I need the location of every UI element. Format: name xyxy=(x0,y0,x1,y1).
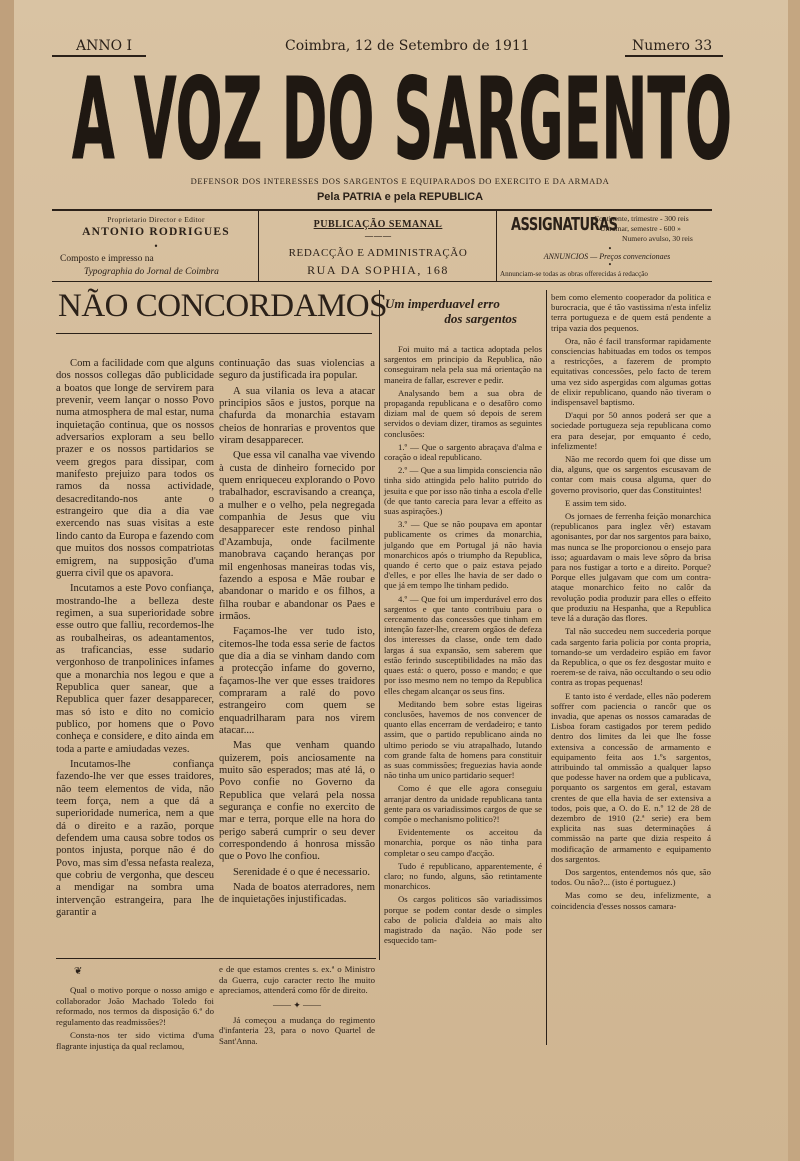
issue-number: Numero 33 xyxy=(632,38,713,54)
ads-label: ANNUNCIOS — Preços convencionaes xyxy=(543,252,671,261)
section-rule xyxy=(56,958,376,959)
paragraph: Que essa vil canalha vae vivendo à custa de dinheiro fornecido por quem enriqueceu explorando o Povo trabalhador, escravisando a creança, a mulher e o velho, pela negregada companhia de Jesus que viu desapparecer este rendoso pinhal d'Azambuja, onde facilmente manobrava caçando heranças por mil engenhosas maneiras todas vis, fazendo a esposa e Mãe roubar e abandonar o marido e os filhos, a filha roubar e abandonar os Paes e irmãos. xyxy=(219,450,375,622)
paragraph: Tudo é republicano, apparentemente, é claro; no fundo, alguns, são retintamente monarchicos. xyxy=(384,860,542,892)
paragraph: Ora, não é facil transformar rapidamente consciencias habituadas em todos os tempos a restricções, a fazerem de prompto equitativas concessões, pelo facto de terem uma vez sido aspergidas com algumas gottas de elixir republicano, quando não tiveram o indispensavel baptismo. xyxy=(551,335,711,408)
office-address: RUA DA SOPHIA, 168 xyxy=(307,263,449,277)
article2-column-2 xyxy=(551,292,711,914)
ornament-dot: • xyxy=(153,242,159,251)
column-rule-1 xyxy=(379,290,380,960)
info-divider-2 xyxy=(496,211,497,281)
paragraph: Incutamos-lhe confiança fazendo-lhe ver que esses traidores, não teem elementos de vida, não teem força, nem a que dá a superioridade numerica, nem a que dá o direito e a razão, porque defendem uma causa sobre todos os pontos injusta, porque não é do Povo, mas sim d'essa nefasta realeza, que cobriu de vergonha, que desceu a mendigar na sombra uma intervenção estrangeira, para lhe garantir a xyxy=(56,759,214,919)
masthead-title: A VOZ DO SARGENTO xyxy=(72,58,732,170)
paragraph: Meditando bem sobre estas ligeiras conclusões, havemos de nos convencer de quanto ellas encerram de verdadeiro; e tanto assim, que o partido republicano ainda no ultimo periodo se viu atrapalhado, lutando com grande falta de homens para constituir as suas commissões; freguezias havia aonde não tinha um unico partidario sequer! xyxy=(384,698,542,781)
ornament-dot-3: • xyxy=(607,261,613,269)
paragraph: bem como elemento cooperador da politica e burocracia, que é tão vastissima n'esta infeliz terra portugueza e de quem está pendente a tripa vazia dos pequenos. xyxy=(551,292,711,333)
paragraph: Evidentemente os acceitou da monarchia, porque os não tinha para completar o seu campo d'acção. xyxy=(384,827,542,858)
info-band-bottom-rule xyxy=(52,281,712,282)
column-rule-2 xyxy=(546,290,547,1045)
note-column-1 xyxy=(56,985,214,1055)
owner-name: ANTONIO RODRIGUES xyxy=(82,226,230,238)
page-edge-right xyxy=(788,0,800,1161)
paragraph: Serenidade é o que é necessario. xyxy=(233,866,371,878)
paragraph: Já começou a mudança do regimento d'infanteria 23, para o novo Quartel de Sant'Anna. xyxy=(219,1014,375,1046)
paragraph: 3.º — Que se não poupava em apontar publicamente os crimes da monarchia, julgando que em Portugal já não havia monarchicos após o triumpho da Republica, quando é certo que o paiz estava pejado d'elles, e por elles lhe havia de ser dado o que já em tempo lhe tinham pedido. xyxy=(384,519,542,591)
paragraph: D'aqui por 50 annos poderá ser que a sociedade portugueza seja republicana como era para desejar, por emquanto é cedo, infelizmente! xyxy=(551,410,711,451)
article1-column-2 xyxy=(219,358,375,910)
owner-role: Proprietario Director e Editor xyxy=(107,215,205,224)
subscriptions-label: ASSIGNATURAS xyxy=(511,215,618,236)
note-column-2 xyxy=(219,964,375,1050)
paragraph: Analysando bem a sua obra de propaganda republicana e o desafôro como diziam mal de quem só depois de serem servidos o deviam dizer, tiramos as seguintes conclusões: xyxy=(384,387,542,439)
article2-title-line-2: dos sargentos xyxy=(444,311,517,326)
paragraph: Incutamos a este Povo confiança, mostrando-lhe a belleza deste regimen, a sua superioridade sobre esse outro que falliu, recordemos-lhe as roubalheiras, os adeantamentos, as traficancias, esse sudario vergonhoso de tranpolinices infames que a monarchia nos legou e que a Republica quer sanear, que a Republica quer fazer desapparecer, mas só isto e dito no comicio publico, por homens que o Povo conheça e considere, e dito ainda em toda a parte e amiudadas vezes. xyxy=(56,583,214,755)
printing-line-2: Typographia do Jornal de Coimbra xyxy=(84,267,219,277)
paragraph: Mas como se deu, infelizmente, a coincidencia d'esses nossos camara- xyxy=(551,890,711,911)
year-label: ANNO I xyxy=(76,38,133,54)
paragraph: Não me recordo quem foi que disse um dia, alguns, que os sargentos escusavam de contar com mais cousa alguma, quer do governo provisorio, quer das Constituintes! xyxy=(551,454,711,495)
rate-line-2: Ultramar, semestre - 600 » xyxy=(600,224,681,233)
paragraph: Dos sargentos, entendemos nós que, são todos. Ou não?... (isto é portuguez.) xyxy=(551,866,711,888)
header-rule-left xyxy=(52,55,146,57)
paragraph: Mas que venham quando quizerem, pois anciosamente na muito são esperados; mas até lá, o Povo confie no Governo da Republica que velará pela nossa segurança e confie no exercito de mar e terra, porque elle na hora do perigo saberá cumprir o seu dever correspondendo á honrosa missão que o Povo lhe confiou. xyxy=(219,740,375,863)
subtitle: DEFENSOR DOS INTERESSES DOS SARGENTOS E EQUIPARADOS DO EXERCITO E DA ARMADA xyxy=(190,176,610,186)
paragraph: Façamos-lhe ver tudo isto, citemos-lhe toda essa serie de factos que dia a dia se vinham dando com a protecção infame do governo, façamos-lhe ver que esses traidores compraram a ralé do povo estrangeiro com quem se enquadrilharam para nos virem atacar.... xyxy=(219,626,375,736)
paragraph: Consta-nos ter sido victima d'uma flagrante injustiça da qual reclamou, xyxy=(56,1030,214,1051)
paragraph: Tal não succedeu nem succederia porque cada sargento faria policia por conta propria, tornando-se um verdadeiro espião em favor da Republica, o que os fez desgostar muito e roerem-se de raiva, não occultando o seu odio contra as tropas pequenas! xyxy=(551,626,711,688)
dateline: Coimbra, 12 de Setembro de 1911 xyxy=(285,38,530,54)
paragraph: Os jornaes de ferrenha feição monarchica (republicanos para inglez vêr) estavam agonisantes, por dar nos sargentos para baixo, mas nunca se lhe proporcionou o ensejo para isso; aguardavam o mais leve sôpro da brisa para nos fustigar a torto e a direito. Porque? Porque elles julgavam que com um contra-ataque monarchico feito no calôr da revolução podia produzir para elles o effeito que produziu na Hespanha, que a Republica teve lá a duração das flores. xyxy=(551,511,711,624)
office-label: REDACÇÃO E ADMINISTRAÇÃO xyxy=(288,247,468,259)
paragraph: Como é que elle agora conseguiu arranjar dentro da unidade republicana tanta gente para os variadissimos cargos de que se compõe o mechanismo politico?! xyxy=(384,783,542,824)
rate-line-3: Numero avulso, 30 reis xyxy=(622,234,693,243)
paragraph: e de que estamos crentes s. ex.ª o Ministro da Guerra, cujo caracter recto lhe muito apreciamos, attenderá como fôr de direito. xyxy=(219,964,375,996)
paragraph: Com a facilidade com que alguns dos nossos collegas dão publicidade a boatos que longe de servirem para prevenir, veem lançar o nosso Povo numa atmosphera de mal estar, numa inquietação continua, que os nossos adversarios exploram a seu bello prazer e os nossos partidarios se veem gregos para dissipar, com manifesto prejuizo para todos os ramos da nossa actividade, desacreditando-nos ante o estrangeiro que dia a dia vae exercendo nas suas visitas a este lindo canto da Europa e fazendo com que muitos dos nossos compatriotas emigrem, na supposição d'uma guerra civil que os apavora. xyxy=(56,358,214,579)
paragraph: E tanto isto é verdade, elles não poderem soffrer com paciencia o rancôr que os invadia, que apenas os nossos camaradas de Lisboa foram castigados por terem pedido dentro dos limites da lei que lhe fosse extensiva a concessão de armamento e equipamento feita aos 1.ºs sargentos, attribuindo tal ommissão a qualquer lapso que podesse haver na ordem que a publicava, porquanto os sargentos em geral, estavam crentes de que ella havia de ser extensiva a todos, pois que, a O. do E. n.º 12 de 28 de dezembro de 1910 (2.ª serie) era bem explicita nas suas determinações á commissão na parte que dizia respeito á modificação de armamento e equipamento dos sargentos. xyxy=(551,690,711,864)
paragraph: Foi muito má a tactica adoptada pelos sargentos em principio da Republica, não conseguiram nela pela sua má orientação na maneira de fallar, escrever e pedir. xyxy=(384,344,542,385)
paragraph: E assim tem sido. xyxy=(565,497,627,508)
paragraph: Qual o motivo porque o nosso amigo e collaborador João Machado Toledo foi reformado, nos termos da disposição 6.ª do regulamento das readmissões?! xyxy=(56,985,214,1027)
ornament-left: ❦ xyxy=(74,966,83,977)
paragraph: 2.º — Que a sua limpida consciencia não tinha sido attingida pelo halito putrido do jesuita e que por isso não tinha a escola d'elle (de que tanto carecia para levar a effeito as suas aspirações.) xyxy=(384,465,542,517)
printing-line-1: Composto e impresso na xyxy=(60,254,154,264)
headline-nao-concordamos: NÃO CONCORDAMOS xyxy=(58,288,387,324)
paragraph: 4.º — Que foi um imperdurável erro dos sargentos e que tanto contribuiu para o cerceamento das concessões que tinham em intenção fazer-lhe, crearem orgãos de defeza dos interesses da classe, onde tem dado largas á sua expansão, sem saberem que estão ferindo susceptibilidades na mão das quaes está: o quero, posso e mando; e que por isso mesmo nem no tempo da Republica elles chegam alcançar os seus fins. xyxy=(384,593,542,696)
publication-frequency: PUBLICAÇÃO SEMANAL xyxy=(313,219,443,230)
header-rule-right xyxy=(625,55,723,57)
rate-line-1: Continente, trimestre - 300 reis xyxy=(594,214,689,223)
ornament-line: ——— xyxy=(364,232,392,242)
ornament-divider: —— ✦ —— xyxy=(272,999,322,1010)
article1-column-1 xyxy=(56,358,214,922)
paragraph: continuação das suas violencias a seguro da justificada ira popular. xyxy=(219,358,375,382)
paragraph: Nada de boatos aterradores, nem de inquietações injustificadas. xyxy=(219,882,375,906)
masthead-logo xyxy=(52,58,752,170)
info-band-top-rule xyxy=(52,209,712,211)
motto: Pela PATRIA e pela REPUBLICA xyxy=(316,191,484,203)
headline-underline xyxy=(56,333,372,334)
page-edge-left xyxy=(0,0,14,1161)
article2-column-1 xyxy=(384,344,542,948)
article2-title-line-1: Um imperduavel erro xyxy=(385,296,500,311)
paragraph: 1.º — Que o sargento abraçava d'alma e coração o ideal republicano. xyxy=(384,441,542,463)
ornament-dot-2: • xyxy=(607,245,613,253)
paragraph: A sua vilania os leva a atacar principios sãos e justos, porque na chafurda da monarchia estavam cheios de honrarias e proventos que viram desapparecer. xyxy=(219,385,375,447)
ads-note: Annunciam-se todas as obras offerecidas á redacção xyxy=(500,270,648,278)
paragraph: Os cargos politicos são variadissimos porque se podem contar desde o simples cabo de policia d'aldeia ao mais alto magistrado da nação. Não pode ser esquecido tam- xyxy=(384,894,542,946)
